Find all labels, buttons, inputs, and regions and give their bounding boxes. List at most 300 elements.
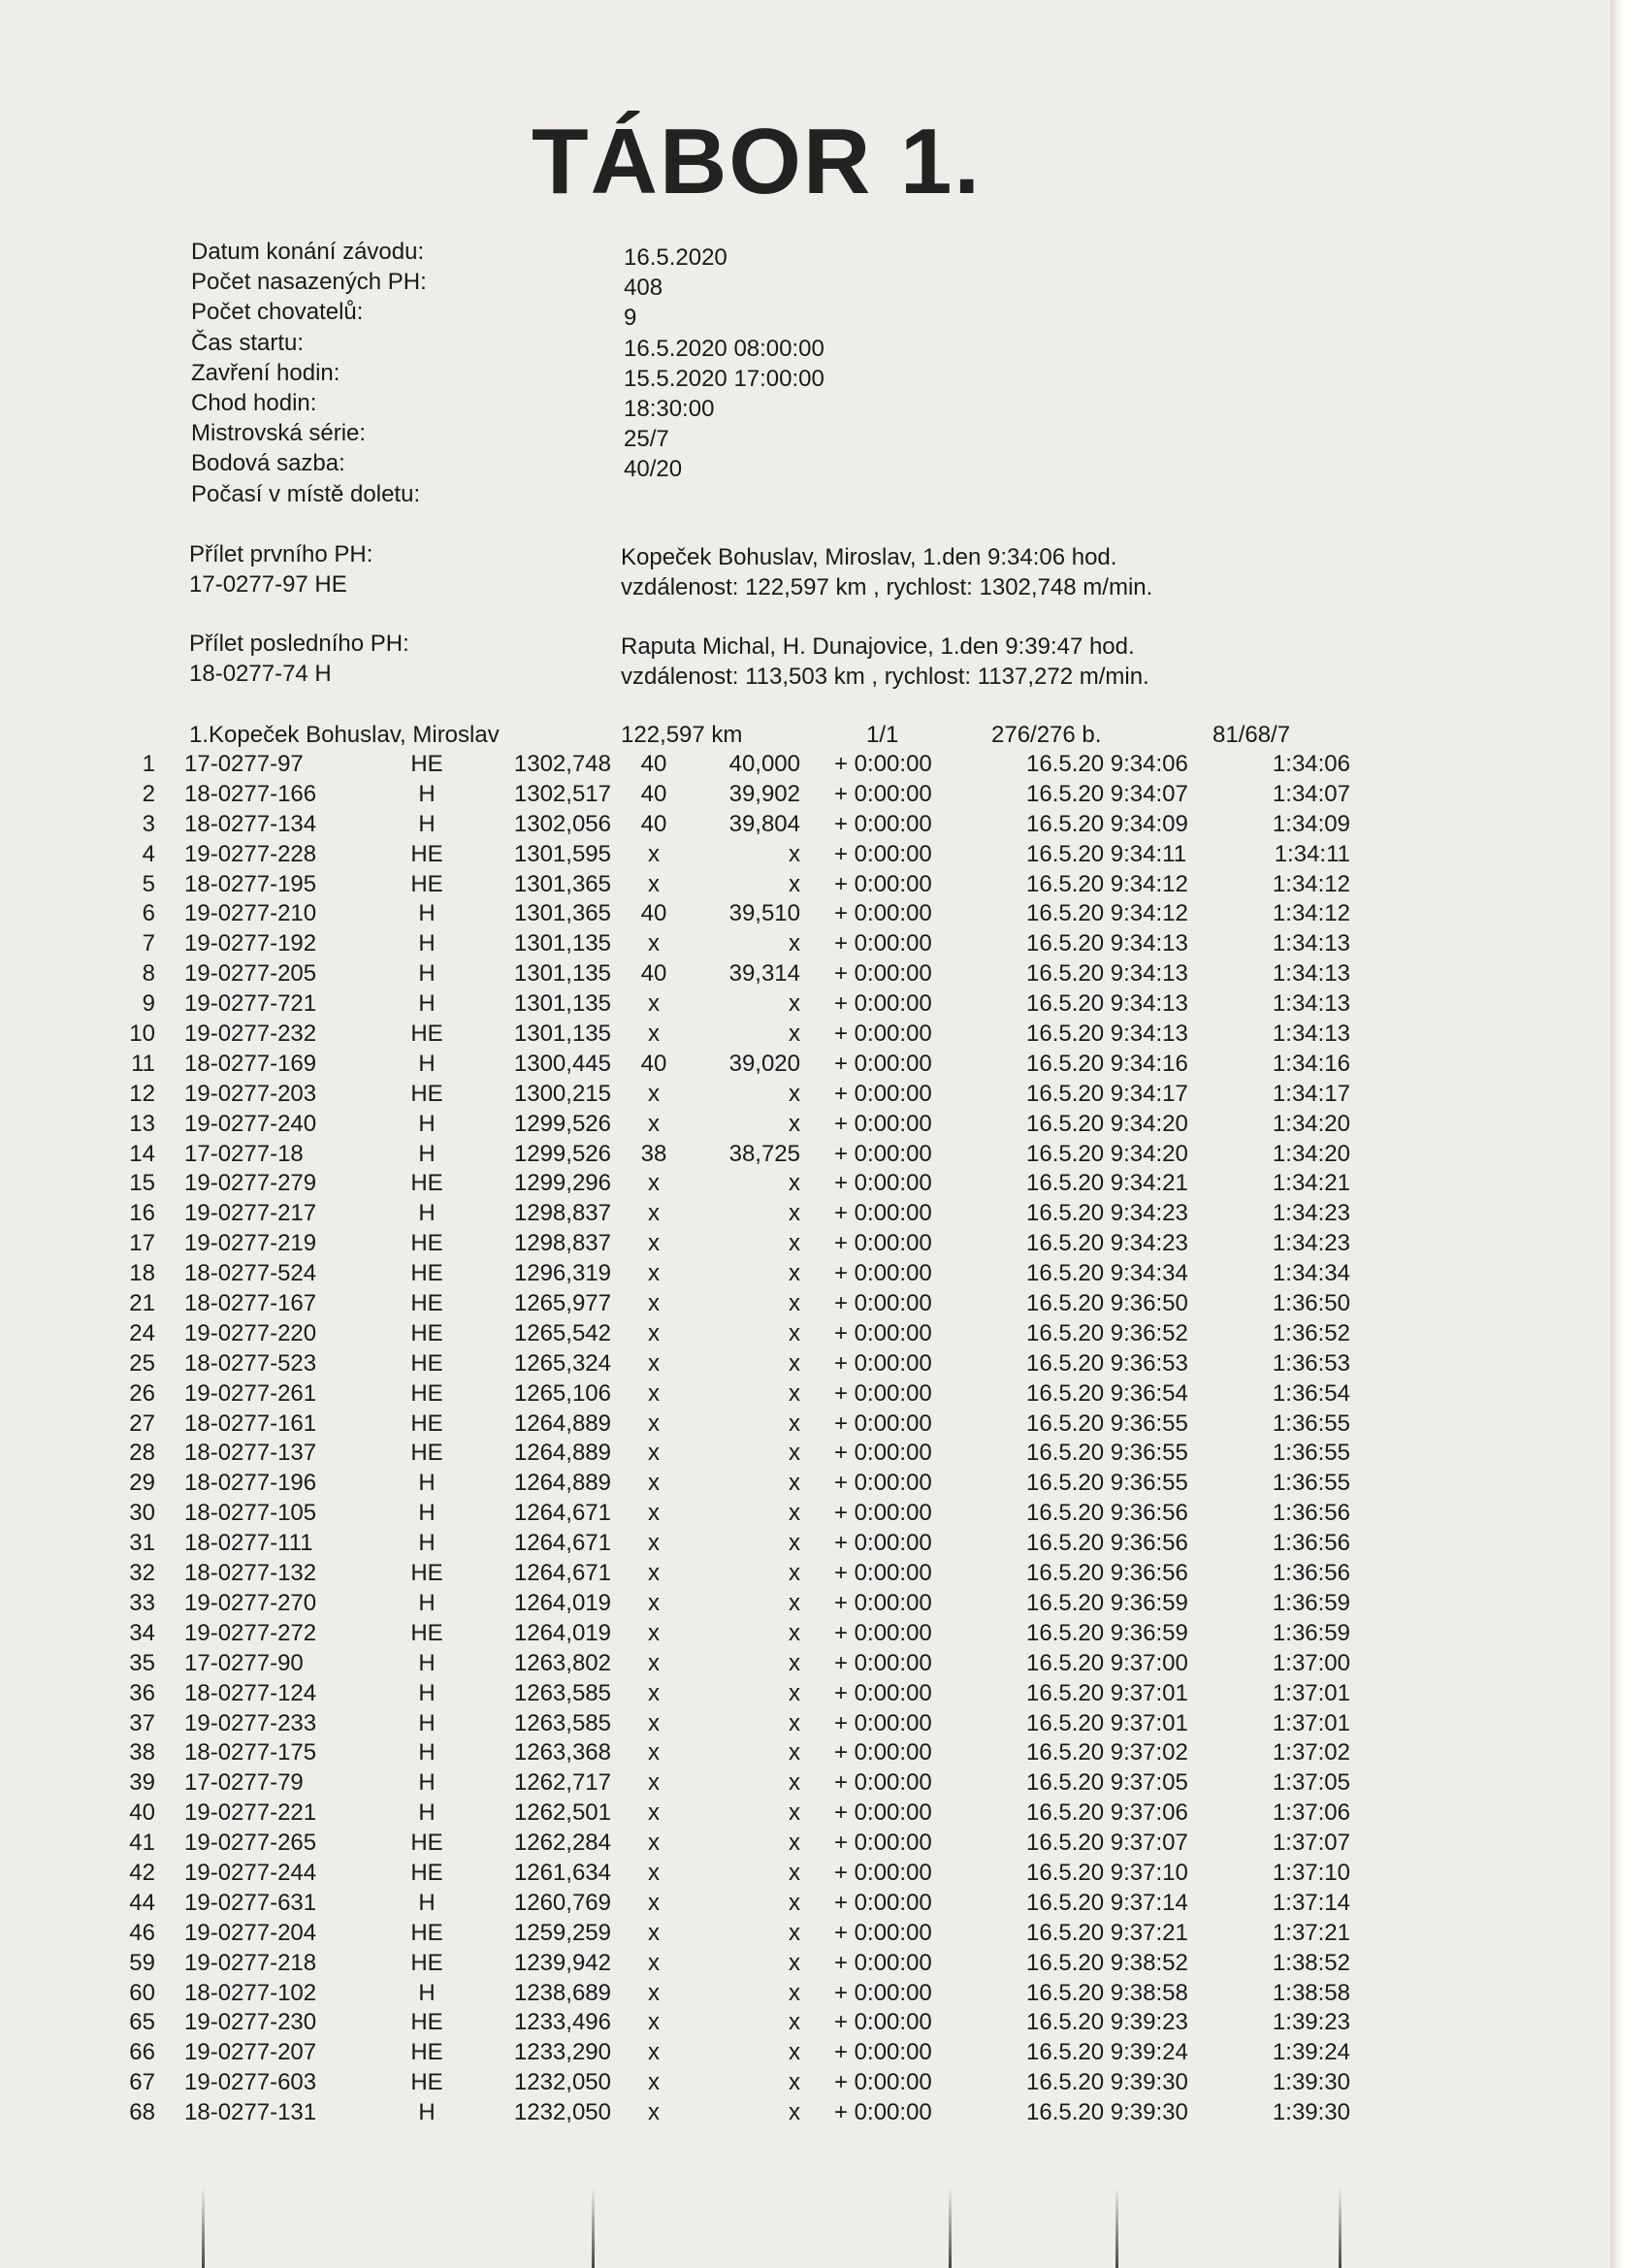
speed-cell: 1263,368 <box>513 1739 611 1766</box>
coefficient-cell: x <box>789 1500 800 1527</box>
table-row <box>0 1650 1610 1680</box>
speed-cell: 1302,748 <box>513 751 611 777</box>
table-row <box>0 1350 1610 1380</box>
speed-cell: 1301,135 <box>513 930 611 957</box>
difference-cell: + 0:00:00 <box>834 1290 932 1317</box>
arrival-time-cell: 16.5.20 9:37:07 <box>1026 1830 1188 1857</box>
sex-cell: H <box>418 1889 436 1916</box>
sex-cell: HE <box>410 1349 443 1377</box>
rank-cell: 13 <box>129 1110 155 1137</box>
difference-cell: + 0:00:00 <box>834 870 932 897</box>
arrival-time-cell: 16.5.20 9:34:34 <box>1026 1260 1188 1287</box>
sex-cell: HE <box>410 1440 443 1467</box>
ring-cell: 19-0277-204 <box>184 1919 317 1946</box>
first-arrival-line1: Kopeček Bohuslav, Miroslav, 1.den 9:34:06 hod. <box>621 544 1117 570</box>
speed-cell: 1264,019 <box>513 1589 611 1616</box>
table-row <box>0 1920 1610 1950</box>
owner-series: 81/68/7 <box>1212 722 1291 748</box>
speed-cell: 1265,324 <box>513 1349 611 1377</box>
rank-cell: 6 <box>142 900 155 927</box>
paper-edge-shadow <box>1610 0 1624 2268</box>
speed-cell: 1262,284 <box>513 1830 611 1857</box>
speed-cell: 1264,671 <box>513 1560 611 1587</box>
arrival-time-cell: 16.5.20 9:34:06 <box>1026 751 1188 777</box>
ring-cell: 18-0277-161 <box>184 1409 317 1437</box>
table-row <box>0 1320 1610 1350</box>
sex-cell: H <box>418 1679 436 1706</box>
speed-cell: 1262,717 <box>513 1769 611 1797</box>
difference-cell: + 0:00:00 <box>834 900 932 927</box>
sex-cell: HE <box>410 1830 443 1857</box>
coefficient-cell: x <box>789 1260 800 1287</box>
difference-cell: + 0:00:00 <box>834 1560 932 1587</box>
difference-cell: + 0:00:00 <box>834 1379 932 1407</box>
rank-cell: 68 <box>129 2099 155 2126</box>
speed-cell: 1300,445 <box>513 1050 611 1077</box>
sex-cell: HE <box>410 1560 443 1587</box>
flight-time-cell: 1:36:56 <box>1272 1530 1350 1557</box>
difference-cell: + 0:00:00 <box>834 1919 932 1946</box>
difference-cell: + 0:00:00 <box>834 1589 932 1616</box>
table-row <box>0 1500 1610 1530</box>
arrival-time-cell: 16.5.20 9:39:24 <box>1026 2039 1188 2066</box>
difference-cell: + 0:00:00 <box>834 1110 932 1137</box>
difference-cell: + 0:00:00 <box>834 1140 932 1167</box>
info-label: Počet nasazených PH: <box>191 269 427 296</box>
difference-cell: + 0:00:00 <box>834 810 932 837</box>
flight-time-cell: 1:34:23 <box>1272 1200 1350 1227</box>
owner-distance: 122,597 km <box>621 722 743 748</box>
coefficient-cell: 39,902 <box>728 780 800 807</box>
coefficient-cell: x <box>789 1170 800 1197</box>
flight-time-cell: 1:37:01 <box>1272 1709 1350 1736</box>
coefficient-cell: x <box>789 1830 800 1857</box>
coefficient-cell: 38,725 <box>728 1140 800 1167</box>
ring-cell: 18-0277-169 <box>184 1050 317 1077</box>
points-cell: x <box>648 1709 660 1736</box>
table-row <box>0 2009 1610 2039</box>
rank-cell: 42 <box>129 1859 155 1886</box>
coefficient-cell: x <box>789 1799 800 1827</box>
coefficient-cell: 39,020 <box>728 1050 800 1077</box>
rank-cell: 2 <box>142 780 155 807</box>
coefficient-cell: x <box>789 1080 800 1107</box>
info-label: Chod hodin: <box>191 390 317 416</box>
sex-cell: H <box>418 1799 436 1827</box>
info-row <box>0 390 1261 421</box>
coefficient-cell: x <box>789 990 800 1018</box>
speed-cell: 1301,135 <box>513 960 611 988</box>
difference-cell: + 0:00:00 <box>834 930 932 957</box>
table-row <box>0 1440 1610 1470</box>
sex-cell: H <box>418 810 436 837</box>
difference-cell: + 0:00:00 <box>834 960 932 988</box>
flight-time-cell: 1:34:20 <box>1272 1140 1350 1167</box>
sex-cell: HE <box>410 1080 443 1107</box>
speed-cell: 1263,802 <box>513 1649 611 1676</box>
table-row <box>0 1470 1610 1500</box>
coefficient-cell: x <box>789 2069 800 2096</box>
coefficient-cell: x <box>789 1200 800 1227</box>
arrival-time-cell: 16.5.20 9:38:52 <box>1026 1949 1188 1976</box>
ring-cell: 18-0277-196 <box>184 1470 317 1497</box>
info-row <box>0 330 1261 361</box>
flight-time-cell: 1:39:24 <box>1272 2039 1350 2066</box>
ring-cell: 19-0277-207 <box>184 2039 317 2066</box>
points-cell: x <box>648 990 660 1018</box>
flight-time-cell: 1:34:16 <box>1272 1050 1350 1077</box>
flight-time-cell: 1:36:50 <box>1272 1290 1350 1317</box>
difference-cell: + 0:00:00 <box>834 1500 932 1527</box>
difference-cell: + 0:00:00 <box>834 1230 932 1257</box>
sex-cell: H <box>418 1530 436 1557</box>
difference-cell: + 0:00:00 <box>834 840 932 867</box>
sex-cell: H <box>418 2099 436 2126</box>
points-cell: x <box>648 1470 660 1497</box>
speed-cell: 1233,496 <box>513 2009 611 2036</box>
ring-cell: 18-0277-524 <box>184 1260 317 1287</box>
points-cell: x <box>648 2069 660 2096</box>
sex-cell: HE <box>410 751 443 777</box>
rank-cell: 38 <box>129 1739 155 1766</box>
flight-time-cell: 1:34:12 <box>1272 900 1350 927</box>
table-row <box>0 751 1610 781</box>
coefficient-cell: x <box>789 1440 800 1467</box>
arrival-time-cell: 16.5.20 9:34:13 <box>1026 930 1188 957</box>
ring-cell: 19-0277-230 <box>184 2009 317 2036</box>
coefficient-cell: x <box>789 1889 800 1916</box>
difference-cell: + 0:00:00 <box>834 1349 932 1377</box>
flight-time-cell: 1:36:56 <box>1272 1560 1350 1587</box>
last-arrival-line1: Raputa Michal, H. Dunajovice, 1.den 9:39:47 hod. <box>621 633 1135 660</box>
points-cell: x <box>648 1589 660 1616</box>
arrival-time-cell: 16.5.20 9:37:02 <box>1026 1739 1188 1766</box>
points-cell: 40 <box>640 810 667 837</box>
table-row <box>0 1950 1610 1980</box>
sex-cell: H <box>418 1110 436 1137</box>
ring-cell: 19-0277-220 <box>184 1319 317 1346</box>
table-row <box>0 1021 1610 1051</box>
ring-cell: 19-0277-240 <box>184 1110 317 1137</box>
sex-cell: H <box>418 1739 436 1766</box>
points-cell: x <box>648 1379 660 1407</box>
info-row <box>0 269 1261 300</box>
table-row <box>0 1380 1610 1410</box>
info-row <box>0 239 1261 270</box>
ring-cell: 17-0277-97 <box>184 751 304 777</box>
coefficient-cell: x <box>789 1619 800 1646</box>
rank-cell: 11 <box>131 1050 155 1077</box>
arrival-time-cell: 16.5.20 9:37:01 <box>1026 1709 1188 1736</box>
coefficient-cell: x <box>789 1919 800 1946</box>
flight-time-cell: 1:34:23 <box>1272 1230 1350 1257</box>
last-arrival-line2: vzdálenost: 113,503 km , rychlost: 1137,272 m/min. <box>621 664 1149 690</box>
sex-cell: H <box>418 930 436 957</box>
difference-cell: + 0:00:00 <box>834 1859 932 1886</box>
difference-cell: + 0:00:00 <box>834 1409 932 1437</box>
rank-cell: 37 <box>129 1709 155 1736</box>
rank-cell: 44 <box>129 1889 155 1916</box>
table-row <box>0 781 1610 811</box>
rank-cell: 31 <box>129 1530 155 1557</box>
arrival-time-cell: 16.5.20 9:36:52 <box>1026 1319 1188 1346</box>
difference-cell: + 0:00:00 <box>834 1080 932 1107</box>
flight-time-cell: 1:37:07 <box>1272 1830 1350 1857</box>
difference-cell: + 0:00:00 <box>834 2039 932 2066</box>
points-cell: x <box>648 1530 660 1557</box>
rank-cell: 30 <box>129 1500 155 1527</box>
arrival-time-cell: 16.5.20 9:34:12 <box>1026 900 1188 927</box>
flight-time-cell: 1:36:59 <box>1272 1619 1350 1646</box>
last-arrival-label: Přílet posledního PH: <box>189 631 409 657</box>
scan-artifact <box>949 2187 952 2268</box>
coefficient-cell: x <box>789 1021 800 1048</box>
coefficient-cell: 39,314 <box>728 960 800 988</box>
coefficient-cell: x <box>789 1470 800 1497</box>
first-arrival-ring: 17-0277-97 HE <box>189 571 347 598</box>
owner-summary-row <box>0 722 1610 753</box>
info-value: 16.5.2020 08:00:00 <box>624 335 824 362</box>
info-row <box>0 299 1261 330</box>
table-row <box>0 2039 1610 2069</box>
speed-cell: 1263,585 <box>513 1679 611 1706</box>
points-cell: x <box>648 1230 660 1257</box>
table-row <box>0 1680 1610 1710</box>
speed-cell: 1239,942 <box>513 1949 611 1976</box>
rank-cell: 8 <box>142 960 155 988</box>
flight-time-cell: 1:36:55 <box>1272 1470 1350 1497</box>
table-row <box>0 1530 1610 1560</box>
arrival-time-cell: 16.5.20 9:39:30 <box>1026 2069 1188 2096</box>
arrival-time-cell: 16.5.20 9:36:53 <box>1026 1349 1188 1377</box>
rank-cell: 66 <box>129 2039 155 2066</box>
speed-cell: 1264,671 <box>513 1530 611 1557</box>
rank-cell: 59 <box>129 1949 155 1976</box>
arrival-time-cell: 16.5.20 9:34:13 <box>1026 1021 1188 1048</box>
points-cell: 40 <box>640 900 667 927</box>
speed-cell: 1301,365 <box>513 900 611 927</box>
rank-cell: 4 <box>142 840 155 867</box>
table-row <box>0 1200 1610 1230</box>
flight-time-cell: 1:37:14 <box>1272 1889 1350 1916</box>
coefficient-cell: 40,000 <box>728 751 800 777</box>
info-label: Čas startu: <box>191 329 305 356</box>
flight-time-cell: 1:34:13 <box>1272 1021 1350 1048</box>
speed-cell: 1259,259 <box>513 1919 611 1946</box>
ring-cell: 19-0277-232 <box>184 1021 317 1048</box>
speed-cell: 1302,056 <box>513 810 611 837</box>
speed-cell: 1263,585 <box>513 1709 611 1736</box>
points-cell: x <box>648 2009 660 2036</box>
rank-cell: 27 <box>129 1409 155 1437</box>
flight-time-cell: 1:36:53 <box>1272 1349 1350 1377</box>
coefficient-cell: x <box>789 1379 800 1407</box>
ring-cell: 19-0277-233 <box>184 1709 317 1736</box>
sex-cell: HE <box>410 2039 443 2066</box>
rank-cell: 60 <box>129 1979 155 2006</box>
arrival-time-cell: 16.5.20 9:37:01 <box>1026 1679 1188 1706</box>
ring-cell: 18-0277-131 <box>184 2099 317 2126</box>
ring-cell: 19-0277-217 <box>184 1200 317 1227</box>
sex-cell: HE <box>410 2009 443 2036</box>
flight-time-cell: 1:34:21 <box>1272 1170 1350 1197</box>
flight-time-cell: 1:38:52 <box>1272 1949 1350 1976</box>
flight-time-cell: 1:36:56 <box>1272 1500 1350 1527</box>
scan-artifact <box>1116 2187 1118 2268</box>
speed-cell: 1301,135 <box>513 990 611 1018</box>
points-cell: x <box>648 1110 660 1137</box>
speed-cell: 1261,634 <box>513 1859 611 1886</box>
rank-cell: 14 <box>129 1140 155 1167</box>
speed-cell: 1299,296 <box>513 1170 611 1197</box>
coefficient-cell: x <box>789 870 800 897</box>
speed-cell: 1262,501 <box>513 1799 611 1827</box>
ring-cell: 18-0277-175 <box>184 1739 317 1766</box>
arrival-time-cell: 16.5.20 9:34:12 <box>1026 870 1188 897</box>
arrival-time-cell: 16.5.20 9:36:54 <box>1026 1379 1188 1407</box>
coefficient-cell: x <box>789 1979 800 2006</box>
table-row <box>0 1230 1610 1260</box>
table-row <box>0 960 1610 990</box>
info-value: 408 <box>624 275 663 302</box>
speed-cell: 1298,837 <box>513 1200 611 1227</box>
arrival-time-cell: 16.5.20 9:36:55 <box>1026 1409 1188 1437</box>
flight-time-cell: 1:34:12 <box>1272 870 1350 897</box>
arrival-time-cell: 16.5.20 9:34:23 <box>1026 1200 1188 1227</box>
rank-cell: 28 <box>129 1440 155 1467</box>
flight-time-cell: 1:34:09 <box>1272 810 1350 837</box>
ring-cell: 18-0277-195 <box>184 870 317 897</box>
ring-cell: 18-0277-523 <box>184 1349 317 1377</box>
info-value: 16.5.2020 <box>624 244 728 271</box>
arrival-time-cell: 16.5.20 9:36:55 <box>1026 1440 1188 1467</box>
difference-cell: + 0:00:00 <box>834 1709 932 1736</box>
difference-cell: + 0:00:00 <box>834 2099 932 2126</box>
speed-cell: 1301,595 <box>513 840 611 867</box>
rank-cell: 21 <box>129 1290 155 1317</box>
points-cell: x <box>648 1859 660 1886</box>
info-label: Počet chovatelů: <box>191 299 364 326</box>
arrival-time-cell: 16.5.20 9:34:09 <box>1026 810 1188 837</box>
points-cell: x <box>648 1290 660 1317</box>
rank-cell: 1 <box>142 751 155 777</box>
arrival-time-cell: 16.5.20 9:36:59 <box>1026 1589 1188 1616</box>
difference-cell: + 0:00:00 <box>834 1050 932 1077</box>
arrival-time-cell: 16.5.20 9:34:16 <box>1026 1050 1188 1077</box>
first-arrival-line2: vzdálenost: 122,597 km , rychlost: 1302,748 m/min. <box>621 574 1153 600</box>
sex-cell: HE <box>410 1409 443 1437</box>
ring-cell: 18-0277-166 <box>184 780 317 807</box>
sex-cell: H <box>418 1050 436 1077</box>
points-cell: x <box>648 1021 660 1048</box>
arrival-time-cell: 16.5.20 9:34:23 <box>1026 1230 1188 1257</box>
arrival-time-cell: 16.5.20 9:34:13 <box>1026 990 1188 1018</box>
difference-cell: + 0:00:00 <box>834 1619 932 1646</box>
arrival-time-cell: 16.5.20 9:36:56 <box>1026 1530 1188 1557</box>
table-row <box>0 2069 1610 2099</box>
flight-time-cell: 1:39:30 <box>1272 2099 1350 2126</box>
coefficient-cell: x <box>789 1349 800 1377</box>
sex-cell: H <box>418 990 436 1018</box>
coefficient-cell: x <box>789 1859 800 1886</box>
points-cell: x <box>648 1649 660 1676</box>
difference-cell: + 0:00:00 <box>834 1949 932 1976</box>
rank-cell: 34 <box>129 1619 155 1646</box>
flight-time-cell: 1:36:59 <box>1272 1589 1350 1616</box>
arrival-time-cell: 16.5.20 9:34:21 <box>1026 1170 1188 1197</box>
ring-cell: 19-0277-272 <box>184 1619 317 1646</box>
speed-cell: 1298,837 <box>513 1230 611 1257</box>
speed-cell: 1301,365 <box>513 870 611 897</box>
flight-time-cell: 1:37:10 <box>1272 1859 1350 1886</box>
table-row <box>0 1710 1610 1740</box>
difference-cell: + 0:00:00 <box>834 1799 932 1827</box>
ring-cell: 17-0277-18 <box>184 1140 304 1167</box>
speed-cell: 1232,050 <box>513 2099 611 2126</box>
table-row <box>0 1739 1610 1769</box>
sex-cell: HE <box>410 1619 443 1646</box>
table-row <box>0 871 1610 901</box>
points-cell: x <box>648 1799 660 1827</box>
sex-cell: HE <box>410 1919 443 1946</box>
difference-cell: + 0:00:00 <box>834 1260 932 1287</box>
rank-cell: 3 <box>142 810 155 837</box>
flight-time-cell: 1:34:13 <box>1272 960 1350 988</box>
speed-cell: 1300,215 <box>513 1080 611 1107</box>
points-cell: x <box>648 1619 660 1646</box>
flight-time-cell: 1:36:52 <box>1272 1319 1350 1346</box>
sex-cell: HE <box>410 1230 443 1257</box>
arrival-time-cell: 16.5.20 9:39:23 <box>1026 2009 1188 2036</box>
difference-cell: + 0:00:00 <box>834 1170 932 1197</box>
ring-cell: 19-0277-261 <box>184 1379 317 1407</box>
points-cell: x <box>648 2039 660 2066</box>
arrival-time-cell: 16.5.20 9:34:20 <box>1026 1110 1188 1137</box>
table-row <box>0 1769 1610 1799</box>
table-row <box>0 1141 1610 1171</box>
arrival-time-cell: 16.5.20 9:37:14 <box>1026 1889 1188 1916</box>
table-row <box>0 1560 1610 1590</box>
table-row <box>0 1799 1610 1830</box>
coefficient-cell: x <box>789 1110 800 1137</box>
flight-time-cell: 1:34:13 <box>1272 930 1350 957</box>
difference-cell: + 0:00:00 <box>834 1830 932 1857</box>
points-cell: x <box>648 1409 660 1437</box>
difference-cell: + 0:00:00 <box>834 1739 932 1766</box>
speed-cell: 1296,319 <box>513 1260 611 1287</box>
arrival-time-cell: 16.5.20 9:39:30 <box>1026 2099 1188 2126</box>
coefficient-cell: x <box>789 1949 800 1976</box>
arrival-time-cell: 16.5.20 9:36:50 <box>1026 1290 1188 1317</box>
difference-cell: + 0:00:00 <box>834 1889 932 1916</box>
speed-cell: 1264,889 <box>513 1409 611 1437</box>
arrival-time-cell: 16.5.20 9:34:07 <box>1026 780 1188 807</box>
table-row <box>0 1111 1610 1141</box>
info-label: Datum konání závodu: <box>191 239 425 265</box>
ring-cell: 19-0277-279 <box>184 1170 317 1197</box>
table-row <box>0 990 1610 1021</box>
points-cell: x <box>648 1260 660 1287</box>
sex-cell: H <box>418 1769 436 1797</box>
ring-cell: 19-0277-270 <box>184 1589 317 1616</box>
sex-cell: H <box>418 900 436 927</box>
points-cell: x <box>648 1739 660 1766</box>
flight-time-cell: 1:34:07 <box>1272 780 1350 807</box>
coefficient-cell: x <box>789 1319 800 1346</box>
coefficient-cell: x <box>789 1739 800 1766</box>
rank-cell: 39 <box>129 1769 155 1797</box>
flight-time-cell: 1:37:06 <box>1272 1799 1350 1827</box>
